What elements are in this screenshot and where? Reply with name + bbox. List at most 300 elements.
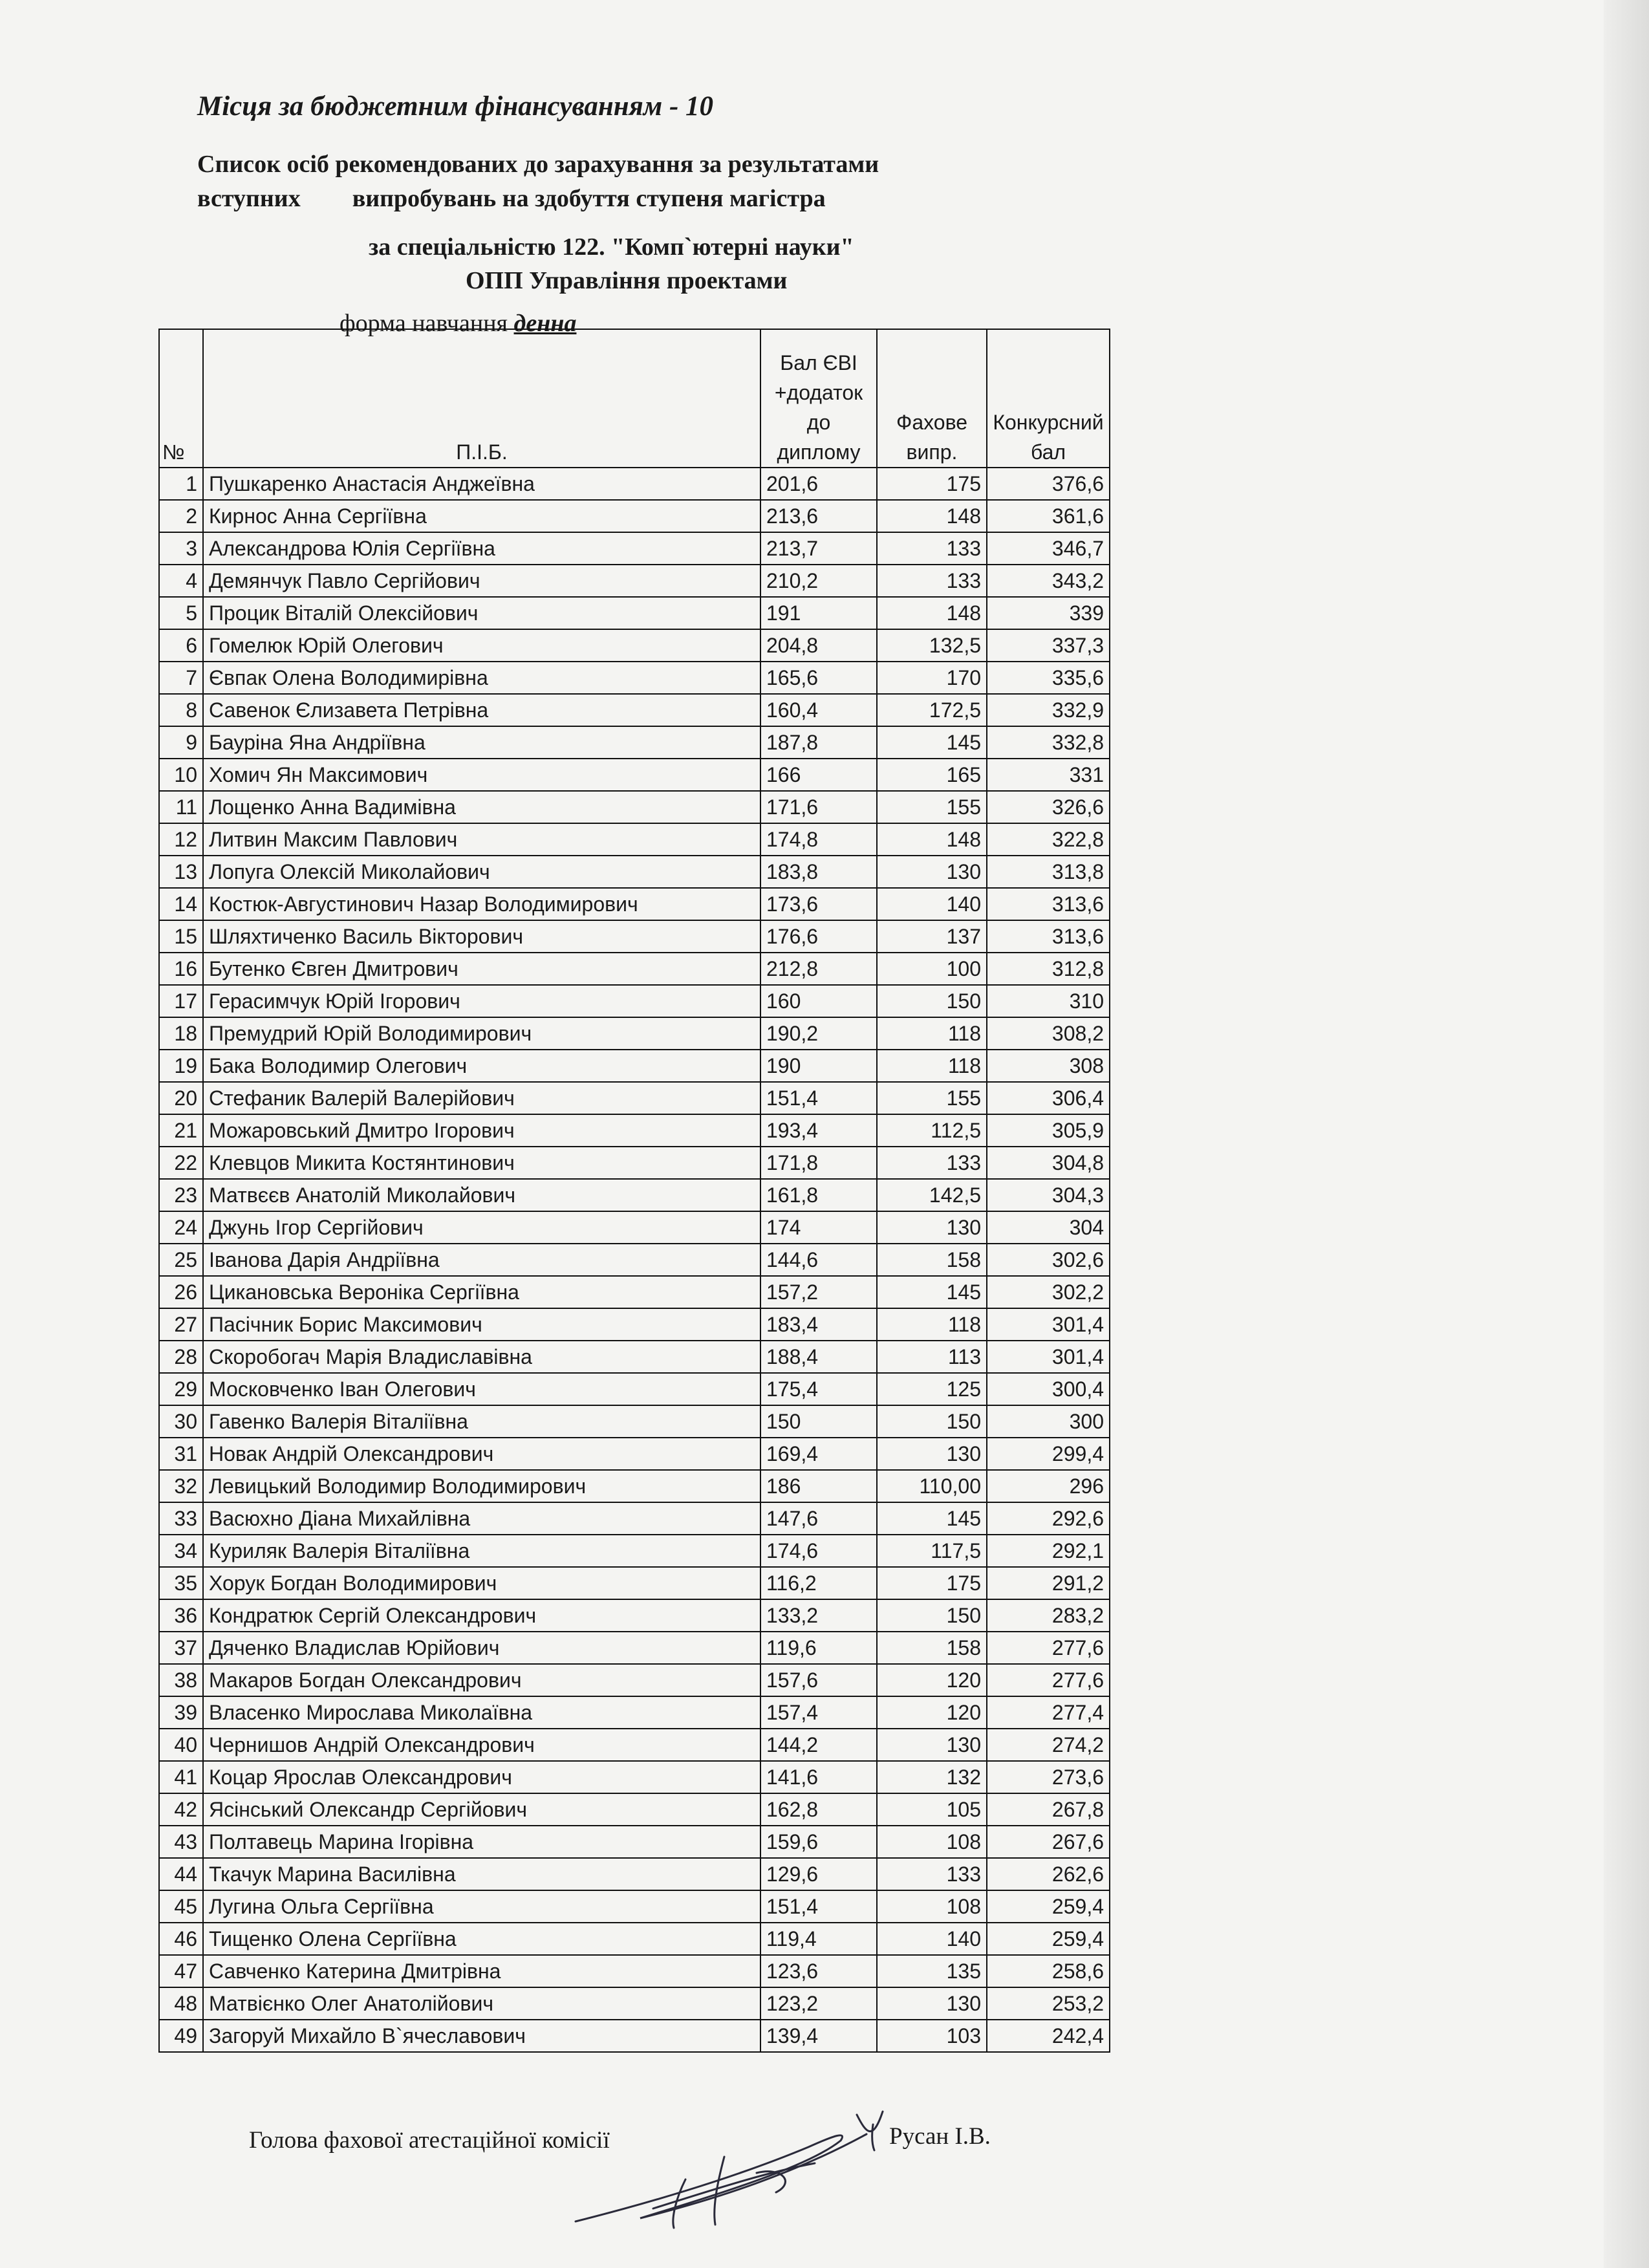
row-exam-score: 145 — [877, 1276, 987, 1308]
page-title: Місця за бюджетним фінансуванням - 10 — [197, 91, 714, 122]
row-competitive-score: 313,6 — [987, 920, 1110, 953]
table-row — [159, 823, 1110, 856]
table-row — [159, 791, 1110, 823]
row-exam-score: 120 — [877, 1664, 987, 1696]
table-row — [159, 1438, 1110, 1470]
row-number: 41 — [159, 1761, 203, 1793]
row-number: 8 — [159, 694, 203, 726]
row-evi-score: 190 — [760, 1050, 877, 1082]
row-evi-score: 151,4 — [760, 1890, 877, 1923]
row-evi-score: 187,8 — [760, 726, 877, 759]
row-evi-score: 171,8 — [760, 1147, 877, 1179]
row-full-name: Можаровський Дмитро Ігорович — [203, 1114, 760, 1147]
row-exam-score: 137 — [877, 920, 987, 953]
row-competitive-score: 277,6 — [987, 1632, 1110, 1664]
table-row — [159, 1535, 1110, 1567]
row-full-name: Бака Володимир Олегович — [203, 1050, 760, 1082]
row-exam-score: 158 — [877, 1244, 987, 1276]
row-exam-score: 117,5 — [877, 1535, 987, 1567]
row-competitive-score: 313,6 — [987, 888, 1110, 920]
row-exam-score: 108 — [877, 1890, 987, 1923]
table-row — [159, 856, 1110, 888]
row-competitive-score: 346,7 — [987, 532, 1110, 565]
row-full-name: Макаров Богдан Олександрович — [203, 1664, 760, 1696]
table-row — [159, 1114, 1110, 1147]
row-evi-score: 162,8 — [760, 1793, 877, 1826]
row-competitive-score: 304 — [987, 1211, 1110, 1244]
row-competitive-score: 304,8 — [987, 1147, 1110, 1179]
row-competitive-score: 339 — [987, 597, 1110, 629]
row-evi-score: 188,4 — [760, 1341, 877, 1373]
row-number: 35 — [159, 1567, 203, 1599]
row-full-name: Тищенко Олена Сергіївна — [203, 1923, 760, 1955]
row-competitive-score: 313,8 — [987, 856, 1110, 888]
row-exam-score: 130 — [877, 856, 987, 888]
table-row — [159, 532, 1110, 565]
table-row — [159, 468, 1110, 500]
row-full-name: Пушкаренко Анастасія Анджеївна — [203, 468, 760, 500]
row-number: 18 — [159, 1017, 203, 1050]
row-competitive-score: 332,9 — [987, 694, 1110, 726]
table-header-row — [159, 329, 1110, 468]
row-competitive-score: 322,8 — [987, 823, 1110, 856]
row-evi-score: 175,4 — [760, 1373, 877, 1405]
row-full-name: Премудрий Юрій Володимирович — [203, 1017, 760, 1050]
row-number: 4 — [159, 565, 203, 597]
row-exam-score: 155 — [877, 791, 987, 823]
row-evi-score: 129,6 — [760, 1858, 877, 1890]
row-exam-score: 112,5 — [877, 1114, 987, 1147]
row-evi-score: 204,8 — [760, 629, 877, 662]
row-number: 5 — [159, 597, 203, 629]
row-exam-score: 125 — [877, 1373, 987, 1405]
row-full-name: Герасимчук Юрій Ігорович — [203, 985, 760, 1017]
row-exam-score: 105 — [877, 1793, 987, 1826]
row-full-name: Скоробогач Марія Владиславівна — [203, 1341, 760, 1373]
row-evi-score: 183,4 — [760, 1308, 877, 1341]
row-full-name: Савенок Єлизавета Петрівна — [203, 694, 760, 726]
row-full-name: Дяченко Владислав Юрійович — [203, 1632, 760, 1664]
row-competitive-score: 267,6 — [987, 1826, 1110, 1858]
row-competitive-score: 301,4 — [987, 1308, 1110, 1341]
row-number: 33 — [159, 1502, 203, 1535]
row-full-name: Клевцов Микита Костянтинович — [203, 1147, 760, 1179]
row-exam-score: 118 — [877, 1017, 987, 1050]
row-number: 17 — [159, 985, 203, 1017]
row-evi-score: 213,7 — [760, 532, 877, 565]
row-number: 21 — [159, 1114, 203, 1147]
row-number: 2 — [159, 500, 203, 532]
row-exam-score: 113 — [877, 1341, 987, 1373]
table-row — [159, 694, 1110, 726]
row-evi-score: 213,6 — [760, 500, 877, 532]
row-full-name: Савченко Катерина Дмитрівна — [203, 1955, 760, 1987]
row-full-name: Матвєєв Анатолій Миколайович — [203, 1179, 760, 1211]
page-edge-shadow — [1604, 0, 1649, 2268]
row-exam-score: 170 — [877, 662, 987, 694]
row-number: 27 — [159, 1308, 203, 1341]
row-number: 42 — [159, 1793, 203, 1826]
row-exam-score: 175 — [877, 468, 987, 500]
row-exam-score: 148 — [877, 597, 987, 629]
row-exam-score: 103 — [877, 2020, 987, 2052]
row-competitive-score: 304,3 — [987, 1179, 1110, 1211]
row-full-name: Коцар Ярослав Олександрович — [203, 1761, 760, 1793]
row-evi-score: 173,6 — [760, 888, 877, 920]
row-exam-score: 145 — [877, 1502, 987, 1535]
row-exam-score: 175 — [877, 1567, 987, 1599]
row-evi-score: 190,2 — [760, 1017, 877, 1050]
row-evi-score: 157,4 — [760, 1696, 877, 1729]
row-exam-score: 150 — [877, 985, 987, 1017]
row-exam-score: 172,5 — [877, 694, 987, 726]
row-competitive-score: 259,4 — [987, 1923, 1110, 1955]
table-row — [159, 1147, 1110, 1179]
row-competitive-score: 292,1 — [987, 1535, 1110, 1567]
table-row — [159, 1405, 1110, 1438]
row-exam-score: 140 — [877, 1923, 987, 1955]
table-row — [159, 1632, 1110, 1664]
row-evi-score: 160 — [760, 985, 877, 1017]
row-competitive-score: 305,9 — [987, 1114, 1110, 1147]
commission-head-label: Голова фахової атестаційної комісії — [249, 2127, 610, 2154]
row-exam-score: 108 — [877, 1826, 987, 1858]
row-evi-score: 174 — [760, 1211, 877, 1244]
row-competitive-score: 331 — [987, 759, 1110, 791]
row-exam-score: 145 — [877, 726, 987, 759]
row-number: 48 — [159, 1987, 203, 2020]
row-competitive-score: 291,2 — [987, 1567, 1110, 1599]
table-row — [159, 1082, 1110, 1114]
row-full-name: Іванова Дарія Андріївна — [203, 1244, 760, 1276]
list-subtitle-line2 — [197, 184, 826, 213]
row-exam-score: 140 — [877, 888, 987, 920]
row-exam-score: 132,5 — [877, 629, 987, 662]
table-row — [159, 1890, 1110, 1923]
row-full-name: Васюхно Діана Михайлівна — [203, 1502, 760, 1535]
table-row — [159, 565, 1110, 597]
header-professional-exam: Фахове випр. — [877, 329, 987, 468]
table-row — [159, 1761, 1110, 1793]
row-full-name: Гомелюк Юрій Олегович — [203, 629, 760, 662]
row-full-name: Лугина Ольга Сергіївна — [203, 1890, 760, 1923]
row-evi-score: 176,6 — [760, 920, 877, 953]
row-competitive-score: 308,2 — [987, 1017, 1110, 1050]
table-row — [159, 1793, 1110, 1826]
row-full-name: Хорук Богдан Володимирович — [203, 1567, 760, 1599]
row-full-name: Левицький Володимир Володимирович — [203, 1470, 760, 1502]
table-row — [159, 1987, 1110, 2020]
row-competitive-score: 335,6 — [987, 662, 1110, 694]
header-evi-score: Бал ЄВІ +додаток до диплому — [760, 329, 877, 468]
row-number: 26 — [159, 1276, 203, 1308]
table-row — [159, 759, 1110, 791]
row-exam-score: 120 — [877, 1696, 987, 1729]
row-competitive-score: 376,6 — [987, 468, 1110, 500]
row-evi-score: 116,2 — [760, 1567, 877, 1599]
row-evi-score: 174,6 — [760, 1535, 877, 1567]
row-full-name: Костюк-Августинович Назар Володимирович — [203, 888, 760, 920]
table-row — [159, 1664, 1110, 1696]
row-evi-score: 210,2 — [760, 565, 877, 597]
row-evi-score: 169,4 — [760, 1438, 877, 1470]
row-exam-score: 148 — [877, 823, 987, 856]
row-full-name: Бутенко Євген Дмитрович — [203, 953, 760, 985]
row-number: 6 — [159, 629, 203, 662]
row-competitive-score: 326,6 — [987, 791, 1110, 823]
row-exam-score: 135 — [877, 1955, 987, 1987]
table-row — [159, 1373, 1110, 1405]
table-row — [159, 1696, 1110, 1729]
row-exam-score: 165 — [877, 759, 987, 791]
row-exam-score: 158 — [877, 1632, 987, 1664]
row-exam-score: 142,5 — [877, 1179, 987, 1211]
row-evi-score: 212,8 — [760, 953, 877, 985]
header-number: № — [159, 329, 203, 468]
row-number: 44 — [159, 1858, 203, 1890]
row-number: 45 — [159, 1890, 203, 1923]
row-number: 43 — [159, 1826, 203, 1858]
table-row — [159, 1567, 1110, 1599]
row-evi-score: 144,2 — [760, 1729, 877, 1761]
row-number: 37 — [159, 1632, 203, 1664]
table-row — [159, 662, 1110, 694]
row-competitive-score: 262,6 — [987, 1858, 1110, 1890]
header-competitive-score: Конкурсний бал — [987, 329, 1110, 468]
row-number: 25 — [159, 1244, 203, 1276]
table-row — [159, 1729, 1110, 1761]
row-evi-score: 165,6 — [760, 662, 877, 694]
row-competitive-score: 300,4 — [987, 1373, 1110, 1405]
row-exam-score: 133 — [877, 1858, 987, 1890]
table-row — [159, 1179, 1110, 1211]
table-row — [159, 2020, 1110, 2052]
table-row — [159, 1502, 1110, 1535]
row-evi-score: 160,4 — [760, 694, 877, 726]
row-number: 11 — [159, 791, 203, 823]
row-competitive-score: 337,3 — [987, 629, 1110, 662]
row-full-name: Власенко Мирослава Миколаївна — [203, 1696, 760, 1729]
table-row — [159, 1955, 1110, 1987]
table-row — [159, 1276, 1110, 1308]
row-number: 10 — [159, 759, 203, 791]
row-evi-score: 186 — [760, 1470, 877, 1502]
row-evi-score: 171,6 — [760, 791, 877, 823]
row-evi-score: 151,4 — [760, 1082, 877, 1114]
row-exam-score: 150 — [877, 1599, 987, 1632]
row-full-name: Загоруй Михайло В`ячеславович — [203, 2020, 760, 2052]
row-number: 38 — [159, 1664, 203, 1696]
row-number: 15 — [159, 920, 203, 953]
row-competitive-score: 253,2 — [987, 1987, 1110, 2020]
row-full-name: Шляхтиченко Василь Вікторович — [203, 920, 760, 953]
table-row — [159, 1308, 1110, 1341]
row-full-name: Гавенко Валерія Віталіївна — [203, 1405, 760, 1438]
row-competitive-score: 310 — [987, 985, 1110, 1017]
row-full-name: Матвієнко Олег Анатолійович — [203, 1987, 760, 2020]
program-line: ОПП Управління проектами — [466, 267, 788, 294]
row-competitive-score: 242,4 — [987, 2020, 1110, 2052]
row-competitive-score: 312,8 — [987, 953, 1110, 985]
row-competitive-score: 277,4 — [987, 1696, 1110, 1729]
row-evi-score: 183,8 — [760, 856, 877, 888]
row-competitive-score: 267,8 — [987, 1793, 1110, 1826]
row-exam-score: 148 — [877, 500, 987, 532]
row-competitive-score: 299,4 — [987, 1438, 1110, 1470]
row-full-name: Александрова Юлія Сергіївна — [203, 532, 760, 565]
row-number: 23 — [159, 1179, 203, 1211]
row-full-name: Бауріна Яна Андріївна — [203, 726, 760, 759]
row-number: 31 — [159, 1438, 203, 1470]
row-number: 14 — [159, 888, 203, 920]
row-evi-score: 157,2 — [760, 1276, 877, 1308]
row-exam-score: 132 — [877, 1761, 987, 1793]
row-competitive-score: 301,4 — [987, 1341, 1110, 1373]
row-exam-score: 133 — [877, 565, 987, 597]
row-number: 1 — [159, 468, 203, 500]
row-competitive-score: 302,6 — [987, 1244, 1110, 1276]
row-competitive-score: 273,6 — [987, 1761, 1110, 1793]
row-evi-score: 119,6 — [760, 1632, 877, 1664]
table-row — [159, 1244, 1110, 1276]
row-number: 36 — [159, 1599, 203, 1632]
row-full-name: Євпак Олена Володимирівна — [203, 662, 760, 694]
row-number: 3 — [159, 532, 203, 565]
table-row — [159, 1826, 1110, 1858]
row-full-name: Лопуга Олексій Миколайович — [203, 856, 760, 888]
row-exam-score: 155 — [877, 1082, 987, 1114]
row-competitive-score: 361,6 — [987, 500, 1110, 532]
table-row — [159, 597, 1110, 629]
row-number: 34 — [159, 1535, 203, 1567]
row-evi-score: 123,2 — [760, 1987, 877, 2020]
row-evi-score: 147,6 — [760, 1502, 877, 1535]
row-exam-score: 133 — [877, 532, 987, 565]
table-row — [159, 1050, 1110, 1082]
row-evi-score: 139,4 — [760, 2020, 877, 2052]
table-row — [159, 920, 1110, 953]
row-number: 39 — [159, 1696, 203, 1729]
row-competitive-score: 292,6 — [987, 1502, 1110, 1535]
row-competitive-score: 343,2 — [987, 565, 1110, 597]
row-exam-score: 130 — [877, 1211, 987, 1244]
study-form-label: форма навчання — [339, 310, 508, 337]
handwritten-signature — [563, 2095, 925, 2238]
row-evi-score: 157,6 — [760, 1664, 877, 1696]
table-row — [159, 629, 1110, 662]
study-form-value: денна — [513, 310, 577, 337]
row-full-name: Новак Андрій Олександрович — [203, 1438, 760, 1470]
table-row — [159, 726, 1110, 759]
row-full-name: Литвин Максим Павлович — [203, 823, 760, 856]
row-full-name: Полтавець Марина Ігорівна — [203, 1826, 760, 1858]
row-competitive-score: 259,4 — [987, 1890, 1110, 1923]
row-exam-score: 110,00 — [877, 1470, 987, 1502]
row-full-name: Пасічник Борис Максимович — [203, 1308, 760, 1341]
row-number: 20 — [159, 1082, 203, 1114]
row-evi-score: 159,6 — [760, 1826, 877, 1858]
table-row — [159, 888, 1110, 920]
row-competitive-score: 296 — [987, 1470, 1110, 1502]
row-full-name: Кондратюк Сергій Олександрович — [203, 1599, 760, 1632]
table-row — [159, 1599, 1110, 1632]
row-evi-score: 191 — [760, 597, 877, 629]
row-exam-score: 130 — [877, 1729, 987, 1761]
table-row — [159, 985, 1110, 1017]
row-number: 24 — [159, 1211, 203, 1244]
row-evi-score: 123,6 — [760, 1955, 877, 1987]
row-evi-score: 201,6 — [760, 468, 877, 500]
row-number: 29 — [159, 1373, 203, 1405]
row-evi-score: 161,8 — [760, 1179, 877, 1211]
row-exam-score: 130 — [877, 1438, 987, 1470]
row-evi-score: 166 — [760, 759, 877, 791]
list-subtitle-line1: Список осіб рекомендованих до зарахування за результатами — [197, 151, 879, 178]
row-number: 28 — [159, 1341, 203, 1373]
row-number: 49 — [159, 2020, 203, 2052]
row-evi-score: 119,4 — [760, 1923, 877, 1955]
table-row — [159, 1858, 1110, 1890]
row-number: 47 — [159, 1955, 203, 1987]
row-full-name: Демянчук Павло Сергійович — [203, 565, 760, 597]
row-number: 32 — [159, 1470, 203, 1502]
header-full-name: П.І.Б. — [203, 329, 760, 468]
row-full-name: Джунь Ігор Сергійович — [203, 1211, 760, 1244]
row-exam-score: 150 — [877, 1405, 987, 1438]
row-competitive-score: 306,4 — [987, 1082, 1110, 1114]
row-full-name: Чернишов Андрій Олександрович — [203, 1729, 760, 1761]
row-number: 22 — [159, 1147, 203, 1179]
row-number: 40 — [159, 1729, 203, 1761]
row-number: 16 — [159, 953, 203, 985]
row-evi-score: 193,4 — [760, 1114, 877, 1147]
table-row — [159, 500, 1110, 532]
row-evi-score: 141,6 — [760, 1761, 877, 1793]
row-number: 9 — [159, 726, 203, 759]
table-row — [159, 953, 1110, 985]
table-row — [159, 1211, 1110, 1244]
subtitle-line2-part-b: випробувань на здобуття ступеня магістра — [352, 185, 826, 212]
row-number: 30 — [159, 1405, 203, 1438]
table-body — [159, 468, 1110, 2052]
row-number: 12 — [159, 823, 203, 856]
row-competitive-score: 258,6 — [987, 1955, 1110, 1987]
subtitle-line2-part-a: вступних — [197, 185, 301, 212]
row-exam-score: 118 — [877, 1050, 987, 1082]
row-full-name: Куриляк Валерія Віталіївна — [203, 1535, 760, 1567]
row-exam-score: 133 — [877, 1147, 987, 1179]
row-evi-score: 133,2 — [760, 1599, 877, 1632]
row-full-name: Кирнос Анна Сергіївна — [203, 500, 760, 532]
row-number: 19 — [159, 1050, 203, 1082]
row-number: 7 — [159, 662, 203, 694]
row-evi-score: 150 — [760, 1405, 877, 1438]
row-competitive-score: 277,6 — [987, 1664, 1110, 1696]
row-full-name: Лощенко Анна Вадимівна — [203, 791, 760, 823]
table-row — [159, 1923, 1110, 1955]
row-exam-score: 100 — [877, 953, 987, 985]
row-competitive-score: 332,8 — [987, 726, 1110, 759]
table-row — [159, 1017, 1110, 1050]
results-table — [158, 329, 1110, 2053]
row-competitive-score: 283,2 — [987, 1599, 1110, 1632]
row-full-name: Цикановська Вероніка Сергіївна — [203, 1276, 760, 1308]
row-competitive-score: 302,2 — [987, 1276, 1110, 1308]
row-evi-score: 174,8 — [760, 823, 877, 856]
row-full-name: Ткачук Марина Василівна — [203, 1858, 760, 1890]
row-exam-score: 130 — [877, 1987, 987, 2020]
row-competitive-score: 300 — [987, 1405, 1110, 1438]
